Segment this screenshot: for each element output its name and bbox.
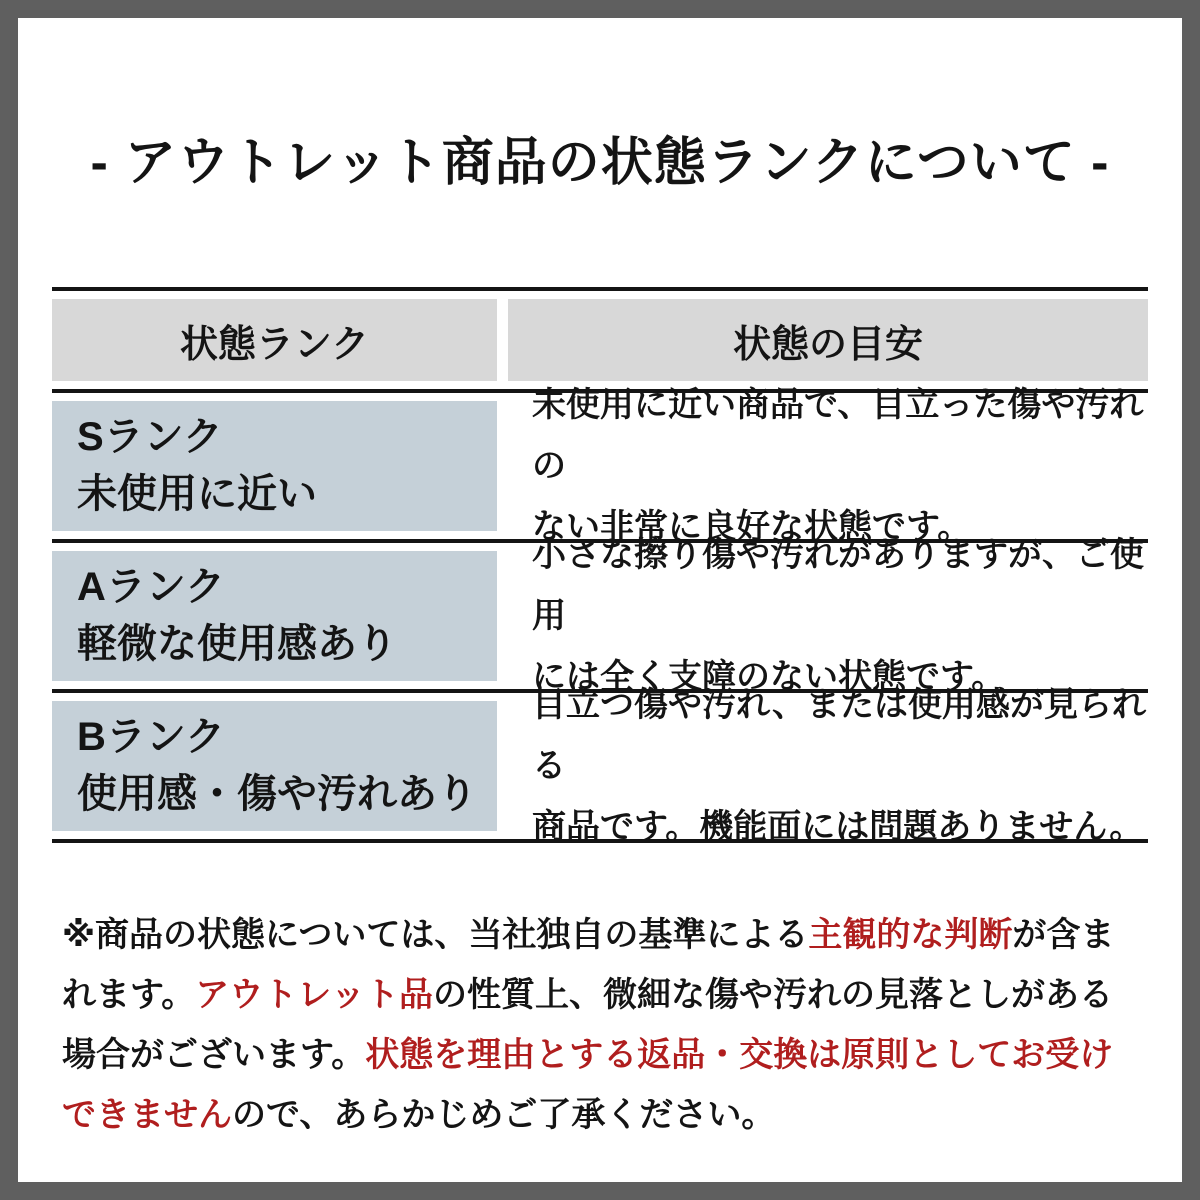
rank-sublabel: 未使用に近い — [77, 472, 317, 516]
page-title: - アウトレット商品の状態ランクについて - — [90, 134, 1110, 192]
header-cell-rank: 状態ランク — [52, 299, 497, 381]
rank-cell-b — [52, 701, 497, 831]
rank-sublabel: 使用感・傷や汚れあり — [77, 772, 477, 816]
desc-line: 未使用に近い商品で、目立った傷や汚れの — [532, 385, 1144, 485]
desc-line: 目立つ傷や汚れ、または使用感が見られる — [532, 685, 1147, 785]
footnote-text: ので、あらかじめご了承ください。 — [232, 1096, 776, 1134]
footnote-text: の性質上、微細な傷や汚れの見落としがある場合がございます。 — [62, 976, 1113, 1074]
desc-cell-s — [508, 385, 1148, 546]
rank-cell-a — [52, 551, 497, 681]
rank-table — [52, 287, 1148, 846]
footnote-text: ※商品の状態については、当社独自の基準による — [62, 916, 809, 954]
footnote-text: が含まれます。 — [62, 916, 1115, 1014]
desc-line: には全く支障のない状態です。 — [532, 657, 1006, 696]
rank-label: Bランク — [77, 715, 226, 759]
rank-label: Aランク — [77, 565, 226, 609]
content-card — [18, 18, 1182, 1182]
footnote-highlight-outlet: アウトレット品 — [195, 976, 433, 1014]
rank-sublabel: 軽微な使用感あり — [77, 622, 397, 666]
footnote-highlight-subjective: 主観的な判断 — [808, 916, 1013, 954]
table-row-a-rank — [52, 535, 1148, 696]
rank-cell-s — [52, 401, 497, 531]
table-header-row — [52, 299, 1148, 381]
desc-cell-b — [508, 685, 1148, 846]
table-row-s-rank — [52, 385, 1148, 546]
desc-cell-a — [508, 535, 1148, 696]
rank-label: Sランク — [77, 415, 223, 459]
desc-line: 商品です。機能面には問題ありません。 — [532, 807, 1144, 846]
divider-top — [52, 287, 1148, 291]
footnote-highlight-no-returns: 状態を理由とする返品・交換は原則としてお受けできません — [62, 1036, 1114, 1134]
header-cell-guide: 状態の目安 — [508, 299, 1148, 381]
desc-line: ない非常に良好な状態です。 — [532, 507, 972, 546]
table-row-b-rank — [52, 685, 1148, 846]
footnote — [62, 905, 1138, 1145]
desc-line: 小さな擦り傷や汚れがありますが、ご使用 — [532, 535, 1144, 635]
